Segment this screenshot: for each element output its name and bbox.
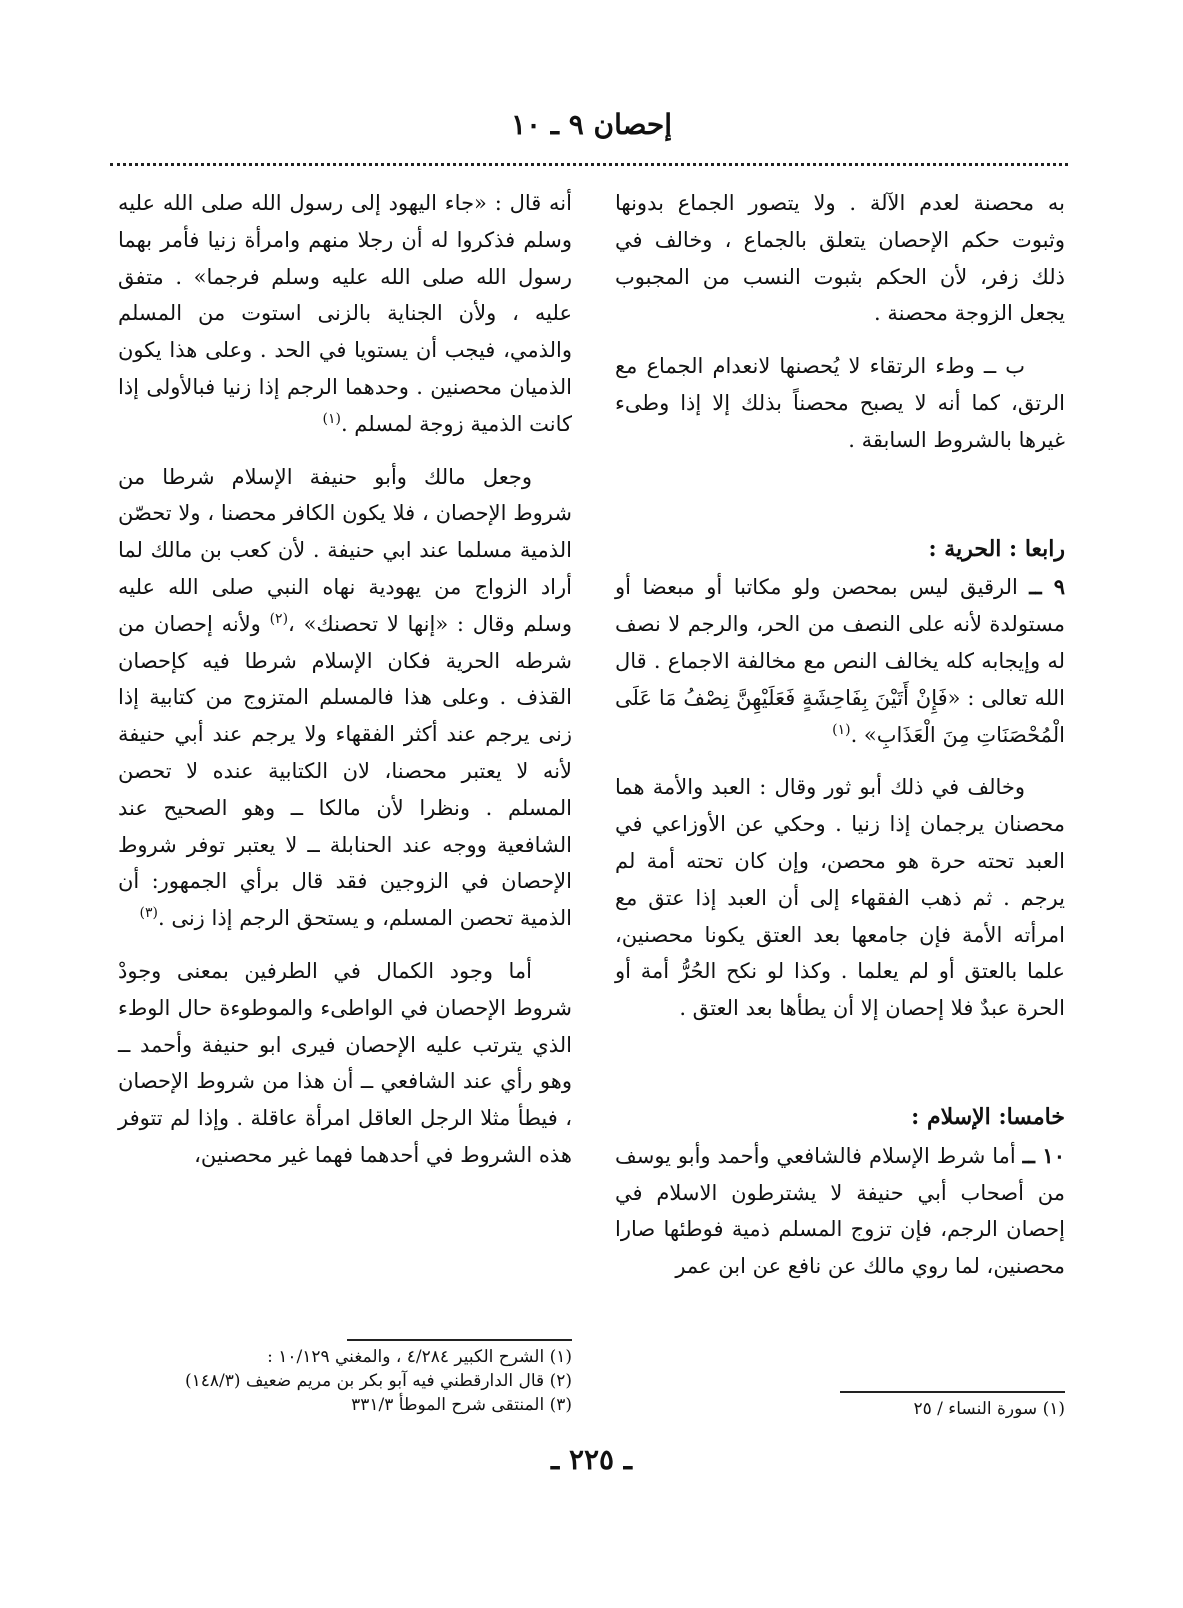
paragraph-islam-text: أما شرط الإسلام فالشافعي وأحمد وأبو يوسف من أصحاب أبي حنيفة لا يشترطون الاسلام في إحصان الرجم، فإن تزوج المسلم ذمية فوطئها صارا محصنين، لما روي مالك عن نافع عن ابن عمر xyxy=(615,1143,1065,1279)
right-column xyxy=(615,185,1065,1301)
footnote-rule xyxy=(840,1391,1065,1393)
paragraph-castration: به محصنة لعدم الآلة . ولا يتصور الجماع بدونها وثبوت حكم الإحصان يتعلق بالجماع ، وخالف في ذلك زفر، لأن الحكم بثبوت النسب من المجبوب يجعل الزوجة محصنة . xyxy=(615,191,1065,326)
footnote-ref-2: (٢) xyxy=(269,610,289,627)
right-footnotes xyxy=(615,1385,1065,1421)
paragraph-malik-text: وجعل مالك وأبو حنيفة الإسلام شرطا من شروط الإحصان ، فلا يكون الكافر محصنا ، ولا تحصّن الذمية مسلما عند ابي حنيفة . لأن كعب بن مالك لما أراد الزواج من يهودية نهاه النبي صلى الله عليه وسلم وقال : «إنها لا تحصنك» ، xyxy=(118,464,572,636)
paragraph-malik-abu-hanifa xyxy=(118,459,572,937)
footnote-ref-1: (١) xyxy=(832,721,851,738)
paragraph-perfection: أما وجود الكمال في الطرفين بمعنى وجودْ شروط الإحصان في الواطىء والموطوءة حال الوطء الذي يترتب عليه الإحصان فيرى ابو حنيفة وأحمد ــ وهو رأي عند الشافعي ــ أن هذا من شروط الإحصان ، فيطأ مثلا الرجل العاقل امرأة عاقلة . وإذا لم تتوفر هذه الشروط في أحدهما فهما غير محصنين، xyxy=(118,958,572,1167)
section-number-10: ١٠ ــ xyxy=(1022,1142,1065,1168)
heading-freedom: رابعا : الحرية : xyxy=(928,535,1065,562)
left-footnotes xyxy=(118,1333,572,1417)
footnote-item: (٢) قال الدارقطني فيه آبو بكر بن مريم ضعيف (١٤٨/٣) xyxy=(184,1371,572,1391)
page-number: ـ ٢٢٥ ـ xyxy=(550,1443,633,1476)
header-dotted-rule xyxy=(110,163,1068,166)
footnote-item: (١) الشرح الكبير ٤/٢٨٤ ، والمغني ١٠/١٢٩ : xyxy=(267,1347,572,1367)
paragraph-hadith-text: أنه قال : «جاء اليهود إلى رسول الله صلى الله عليه وسلم فذكروا له أن رجلا منهم وامرأة زنيا فأمر بهما رسول الله صلى الله عليه وسلم فرجما» . متفق عليه ، ولأن الجناية بالزنى استوت من المسلم والذمي، فيجب أن يستويا في الحد . وعلى هذا يكون الذميان محصنين . وحدهما الرجم إذا زنيا فبالأولى إذا كانت الذمية زوجة لمسلم . xyxy=(118,191,572,436)
footnote-ref-1: (١) xyxy=(322,410,341,427)
section-spacer xyxy=(615,1043,1065,1099)
footnote-item: (١) سورة النساء / ٢٥ xyxy=(913,1399,1065,1419)
paragraph-slave xyxy=(615,569,1065,753)
heading-islam: خامسا: الإسلام : xyxy=(911,1103,1065,1130)
section-number-9: ٩ ــ xyxy=(1029,574,1065,600)
footnote-ref-3: (٣) xyxy=(139,905,158,922)
paragraph-hadith-jews xyxy=(118,185,572,443)
paragraph-islam-condition xyxy=(615,1138,1065,1285)
running-header-title: إحصان ٩ ـ ١٠ xyxy=(510,108,673,141)
paragraph-malik-text-continued: ولأنه إحصان من شرطه الحرية فكان الإسلام شرطا فيه كإحصان القذف . وعلى هذا فالمسلم المتزوج من كتابية إذا زنى يرجم عند أكثر الفقهاء ولا يرجم عند أبي حنيفة لأنه لا يعتبر محصنا، لان الكتابية عنده لا تحصن المسلم . ونظرا لأن مالكا ــ وهو الصحيح عند الشافعية ووجه عند الحنابلة ــ لا يعتبر توفر شروط الإحصان في الزوجين فقد قال برأي الجمهور: أن الذمية تحصن المسلم، و يستحق الرجم إذا زنى . xyxy=(118,611,572,931)
footnote-rule xyxy=(347,1339,572,1341)
paragraph-slave-text: الرقيق ليس بمحصن ولو مكاتبا أو مبعضا أو مستولدة لأنه على النصف من الحر، والرجم لا نصف له وإيجابه كله يخالف النص مع مخالفة الاجماع . قال الله تعالى : «فَإِنْ أَتَيْنَ بِفَاحِشَةٍ فَعَلَيْهِنَّ نِصْفُ مَا عَلَى الْمُحْصَنَاتِ مِنَ الْعَذَابِ» . xyxy=(615,575,1065,747)
footnote-item: (٣) المنتقى شرح الموطأ ٣٣١/٣ xyxy=(351,1395,572,1415)
section-spacer xyxy=(615,475,1065,531)
paragraph-abu-thawr: وخالف في ذلك أبو ثور وقال : العبد والأمة هما محصنان يرجمان إذا زنيا . وحكي عن الأوزاعي في العبد تحته حرة هو محصن، وإن كان تحته أمة لم يرجم . ثم ذهب الفقهاء إلى أن العبد إذا عتق مع امرأته الأمة فإن جامعها بعد العتق يكونا محصنين، علما بالعتق أو لم يعلما . وكذا لو نكح الحُرُّ أمة أو الحرة عبدٌ فلا إحصان إلا أن يطأها بعد العتق . xyxy=(615,775,1065,1021)
paragraph-ratqa: ب ــ وطء الرتقاء لا يُحصنها لانعدام الجماع مع الرتق، كما أنه لا يصبح محصناً بذلك إلا إذا وطىء غيرها بالشروط السابقة . xyxy=(615,354,1065,452)
left-column xyxy=(118,185,572,1190)
